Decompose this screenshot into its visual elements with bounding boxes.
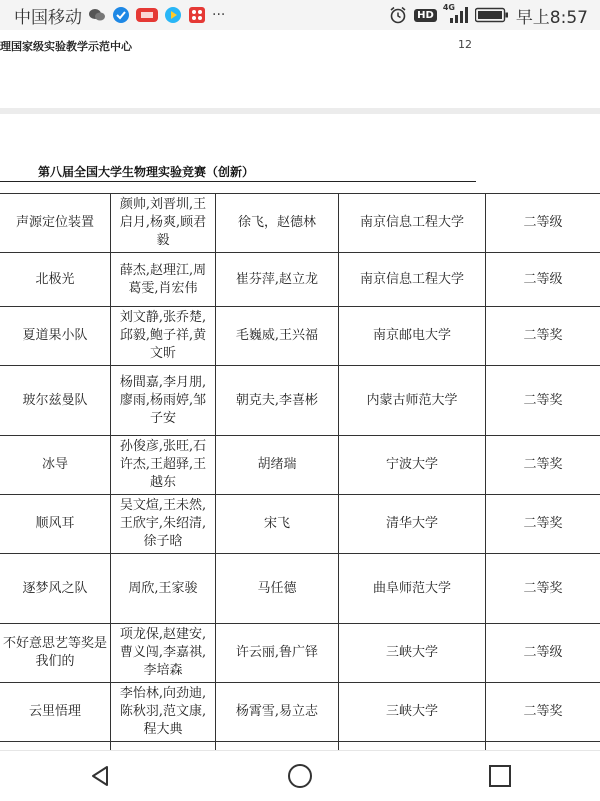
notification-badge-icon: [136, 7, 158, 23]
project-name-cell: 声源定位装置: [0, 194, 111, 253]
recents-button[interactable]: [470, 756, 530, 796]
table-row: [0, 307, 600, 366]
award-cell: 二等奖: [486, 307, 600, 366]
page-number: 12: [458, 38, 472, 51]
advisors-cell: 杨霄雪,易立志: [216, 683, 339, 742]
back-button[interactable]: [70, 756, 130, 796]
school-cell: 南京信息工程大学: [339, 253, 486, 307]
school-cell: 内蒙古师范大学: [339, 366, 486, 436]
project-name-cell: 顺风耳: [0, 495, 111, 554]
recents-square-icon: [487, 763, 513, 789]
project-name-cell: 冰导: [0, 436, 111, 495]
members-cell: 项龙保,赵建安,曹义闯,李嘉祺,李培森: [111, 624, 216, 683]
game-icon: [188, 6, 206, 24]
battery-icon: [475, 7, 509, 23]
document-header-title: 理国家级实验教学示范中心: [0, 38, 132, 54]
advisors-cell: 马任德: [216, 554, 339, 624]
video-icon: [164, 6, 182, 24]
table-row: [0, 436, 600, 495]
table-row: [0, 624, 600, 683]
award-cell: 二等级: [486, 624, 600, 683]
members-cell: 刘文静,张乔楚,邱毅,鲍子祥,黄文昕: [111, 307, 216, 366]
advisors-cell: 徐飞，赵德林: [216, 194, 339, 253]
award-cell: 二等奖: [486, 436, 600, 495]
awards-table-container: [0, 193, 600, 798]
advisors-cell: 崔芬萍,赵立龙: [216, 253, 339, 307]
table-row: [0, 253, 600, 307]
carrier-name: 中国移动: [14, 3, 82, 28]
project-name-cell: 北极光: [0, 253, 111, 307]
members-cell: 薛杰,赵理江,周葛雯,肖宏伟: [111, 253, 216, 307]
members-cell: 孙俊彦,张旺,石许杰,王超驿,王越东: [111, 436, 216, 495]
advisors-cell: 朝克夫,李喜彬: [216, 366, 339, 436]
signal-icon: [444, 7, 468, 23]
table-row: [0, 683, 600, 742]
wechat-icon: [88, 8, 106, 22]
project-name-cell: 逐梦风之队: [0, 554, 111, 624]
table-row: [0, 554, 600, 624]
clock-time: 早上8:57: [516, 3, 588, 28]
members-cell: 吴文煊,王未然,王欣宇,朱绍清,徐子晗: [111, 495, 216, 554]
section-title: 第八届全国大学生物理实验竞赛（创新）: [38, 163, 254, 180]
project-name-cell: 不好意思艺等奖是我们的: [0, 624, 111, 683]
school-cell: 曲阜师范大学: [339, 554, 486, 624]
awards-table: [0, 193, 600, 798]
school-cell: 南京邮电大学: [339, 307, 486, 366]
school-cell: 三峡大学: [339, 624, 486, 683]
back-triangle-icon: [87, 763, 113, 789]
school-cell: 三峡大学: [339, 683, 486, 742]
members-cell: 周欣,王家骏: [111, 554, 216, 624]
status-bar: [0, 0, 600, 30]
members-cell: 颜帅,刘晋圳,王启月,杨爽,顾君毅: [111, 194, 216, 253]
school-cell: 清华大学: [339, 495, 486, 554]
members-cell: 杨間嘉,李月朋,廖雨,杨雨婷,邹子安: [111, 366, 216, 436]
members-cell: 李怡林,向劲迪,陈秋羽,范文康,程大典: [111, 683, 216, 742]
hd-label: HD: [414, 9, 437, 22]
home-button[interactable]: [270, 756, 330, 796]
table-row: [0, 495, 600, 554]
award-cell: 二等奖: [486, 683, 600, 742]
baidu-icon: [112, 6, 130, 24]
project-name-cell: 玻尔兹曼队: [0, 366, 111, 436]
award-cell: 二等级: [486, 194, 600, 253]
advisors-cell: 许云丽,鲁广铎: [216, 624, 339, 683]
section-rule: [0, 181, 476, 182]
award-cell: 二等级: [486, 253, 600, 307]
advisors-cell: 宋飞: [216, 495, 339, 554]
school-cell: 南京信息工程大学: [339, 194, 486, 253]
award-cell: 二等奖: [486, 495, 600, 554]
advisors-cell: 毛巍威,王兴福: [216, 307, 339, 366]
table-row: [0, 366, 600, 436]
system-nav-bar: [0, 750, 600, 801]
home-circle-icon: [286, 762, 314, 790]
document-header: [0, 32, 600, 60]
award-cell: 二等奖: [486, 554, 600, 624]
school-cell: 宁波大学: [339, 436, 486, 495]
hd-icon: [414, 9, 437, 22]
page-separator: [0, 108, 600, 114]
award-cell: 二等奖: [486, 366, 600, 436]
alarm-icon: [389, 6, 407, 24]
network-type: 4G: [443, 3, 455, 12]
advisors-cell: 胡绪瑞: [216, 436, 339, 495]
table-row: [0, 194, 600, 253]
project-name-cell: 夏道果小队: [0, 307, 111, 366]
more-notifications: ···: [212, 7, 225, 23]
project-name-cell: 云里悟理: [0, 683, 111, 742]
